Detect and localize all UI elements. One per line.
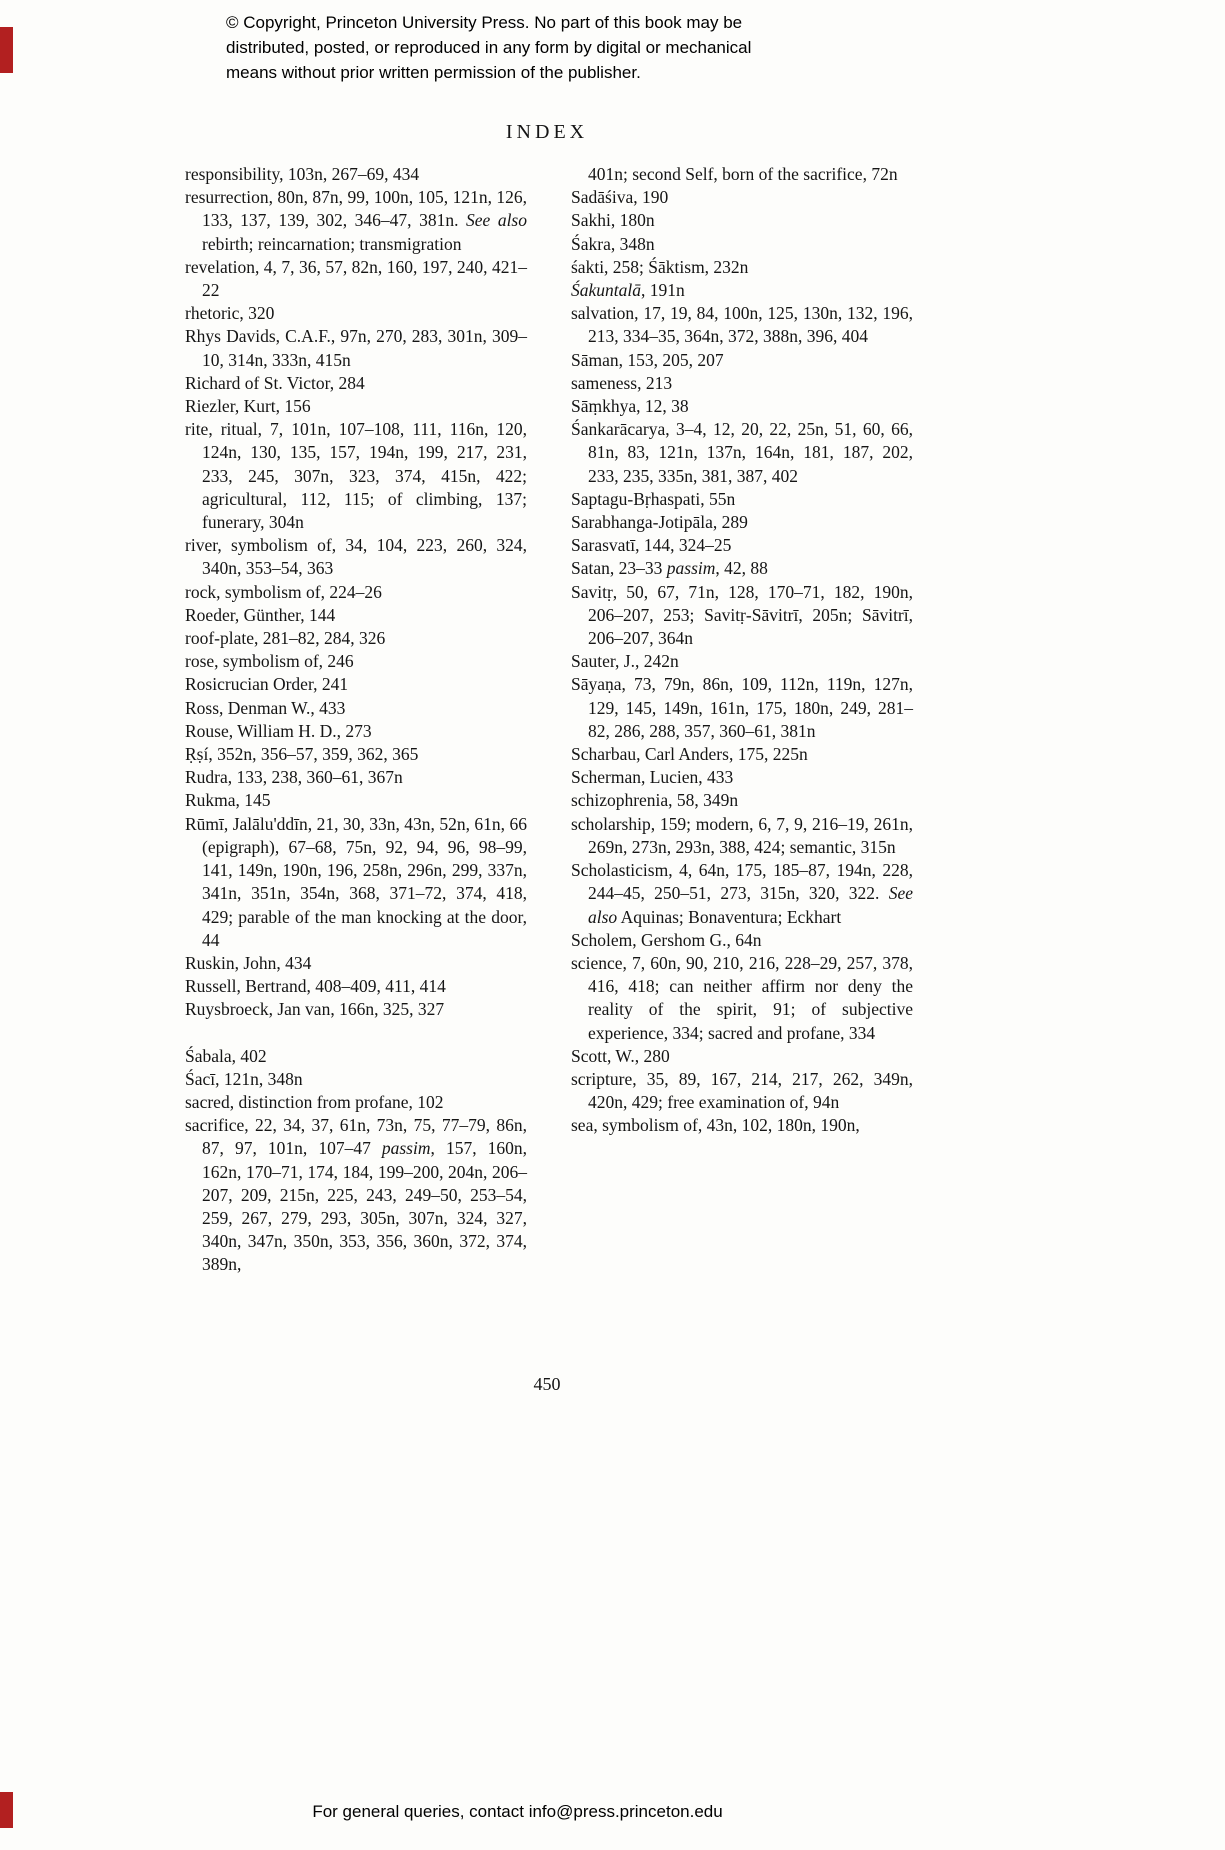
index-entry: Ruysbroeck, Jan van, 166n, 325, 327 — [185, 999, 445, 1020]
index-entry: Sarabhanga-Jotipāla, 289 — [571, 512, 748, 533]
index-entry: Riezler, Kurt, 156 — [185, 396, 311, 417]
index-entry: rite, ritual, 7, 101n, 107–108, 111, 116n, 120, 124n, 130, 135, 157, 194n, 199, 217, 231, 233, 245, 307n, 323, 374, 415n, 422; agricultural, 112, 115; of climbing, 137; funerary, 304n — [185, 419, 527, 533]
index-column-right — [571, 163, 913, 1277]
index-entry: Scholasticism, 4, 64n, 175, 185–87, 194n, 228, 244–45, 250–51, 273, 315n, 320, 322. See also Aquinas; Bonaventura; Eckhart — [571, 860, 913, 927]
index-entry: Ṛṣí, 352n, 356–57, 359, 362, 365 — [185, 744, 419, 765]
index-entry: rock, symbolism of, 224–26 — [185, 581, 382, 602]
copyright-line: distributed, posted, or reproduced in any form by digital or mechanical — [226, 38, 752, 57]
index-entry: responsibility, 103n, 267–69, 434 — [185, 164, 420, 184]
index-entry: Rouse, William H. D., 273 — [185, 720, 372, 741]
index-entry: 401n; second Self, born of the sacrifice, 72n — [588, 164, 898, 184]
index-entry: Savitṛ, 50, 67, 71n, 128, 170–71, 182, 190n, 206–207, 253; Savitṛ-Sāvitrī, 205n; Sāvitrī, 206–207, 364n — [571, 581, 913, 649]
index-entry: Sadāśiva, 190 — [571, 187, 669, 208]
index-entry: Rudra, 133, 238, 360–61, 367n — [185, 767, 403, 788]
index-entry: Sāman, 153, 205, 207 — [571, 349, 724, 370]
footer-contact: For general queries, contact info@press.princeton.edu — [312, 1802, 723, 1821]
index-column-left — [185, 163, 527, 1277]
index-entry: Sakhi, 180n — [571, 210, 655, 231]
index-entry: river, symbolism of, 34, 104, 223, 260, 324, 340n, 353–54, 363 — [185, 535, 527, 579]
copyright-line: © Copyright, Princeton University Press. No part of this book may be — [226, 13, 743, 32]
page-number: 450 — [533, 1374, 561, 1394]
index-entry: scripture, 35, 89, 167, 214, 217, 262, 349n, 420n, 429; free examination of, 94n — [571, 1068, 913, 1113]
index-entry: sea, symbolism of, 43n, 102, 180n, 190n, — [571, 1115, 860, 1136]
copyright-line: means without prior written permission of the publisher. — [226, 63, 641, 82]
index-entry: Scott, W., 280 — [571, 1045, 670, 1066]
index-entry: Sauter, J., 242n — [571, 651, 679, 672]
index-entry: Sāyaṇa, 73, 79n, 86n, 109, 112n, 119n, 127n, 129, 145, 149n, 161n, 175, 180n, 249, 281–82, 286, 288, 357, 360–61, 381n — [571, 674, 913, 741]
index-entry: Scherman, Lucien, 433 — [571, 767, 734, 788]
index-entry: Richard of St. Victor, 284 — [185, 372, 365, 393]
index-entry: schizophrenia, 58, 349n — [571, 790, 739, 811]
index-entry: Śankarācarya, 3–4, 12, 20, 22, 25n, 51, 60, 66, 81n, 83, 121n, 137n, 164n, 181, 187, 202, 233, 235, 335n, 381, 387, 402 — [571, 419, 913, 486]
index-entry: Russell, Bertrand, 408–409, 411, 414 — [185, 976, 446, 997]
index-entry: Rhys Davids, C.A.F., 97n, 270, 283, 301n, 309–10, 314n, 333n, 415n — [185, 326, 527, 370]
copyright-notice — [226, 10, 846, 85]
scan-mark-top — [0, 27, 13, 73]
index-entry: sacrifice, 22, 34, 37, 61n, 73n, 75, 77–79, 86n, 87, 97, 101n, 107–47 passim, 157, 160n, 162n, 170–71, 174, 184, 199–200, 204n, 206–207, 209, 215n, 225, 243, 249–50, 253–54, 259, 267, 279, 293, 305n, 307n, 324, 327, 340n, 347n, 350n, 353, 356, 360n, 372, 374, 389n, — [185, 1115, 527, 1275]
index-entry: roof-plate, 281–82, 284, 326 — [185, 628, 386, 649]
index-entry: Satan, 23–33 passim, 42, 88 — [571, 558, 768, 579]
index-entry: sacred, distinction from profane, 102 — [185, 1091, 444, 1112]
index-entry: rose, symbolism of, 246 — [185, 651, 354, 672]
index-entry: Rukma, 145 — [185, 790, 271, 811]
index-entry: Śacī, 121n, 348n — [185, 1068, 303, 1089]
index-entry: sameness, 213 — [571, 372, 673, 393]
index-entry: Ross, Denman W., 433 — [185, 697, 346, 718]
index-entry: Scharbau, Carl Anders, 175, 225n — [571, 744, 808, 765]
index-entry: Scholem, Gershom G., 64n — [571, 929, 762, 950]
index-entry: Śakra, 348n — [571, 233, 655, 254]
index-entry: Saptagu-Bṛhaspati, 55n — [571, 488, 736, 509]
index-entry: Rūmī, Jalālu'ddīn, 21, 30, 33n, 43n, 52n, 61n, 66 (epigraph), 67–68, 75n, 92, 94, 96, 98–99, 141, 149n, 190n, 196, 258n, 296n, 299, 337n, 341n, 351n, 354n, 368, 371–72, 374, 418, 429; parable of the man knocking at the door, 44 — [185, 813, 527, 950]
index-entry: rhetoric, 320 — [185, 303, 275, 324]
index-entry: science, 7, 60n, 90, 210, 216, 228–29, 257, 378, 416, 418; can neither affirm nor deny the reality of the spirit, 91; of subjective experience, 334; sacred and profane, 334 — [571, 952, 913, 1043]
index-entry: Śakuntalā, 191n — [571, 280, 685, 301]
index-entry: Roeder, Günther, 144 — [185, 604, 336, 625]
index-entry: Sāṃkhya, 12, 38 — [571, 396, 689, 417]
index-entry: śakti, 258; Śāktism, 232n — [571, 256, 749, 277]
index-entry: salvation, 17, 19, 84, 100n, 125, 130n, 132, 196, 213, 334–35, 364n, 372, 388n, 396, 404 — [571, 303, 913, 347]
index-entry: Rosicrucian Order, 241 — [185, 674, 349, 695]
page-title: INDEX — [505, 121, 589, 143]
index-entry: Sarasvatī, 144, 324–25 — [571, 535, 732, 556]
index-entry: Ruskin, John, 434 — [185, 952, 312, 973]
index-entry: revelation, 4, 7, 36, 57, 82n, 160, 197, 240, 421–22 — [185, 256, 527, 301]
index-entry: Śabala, 402 — [185, 1045, 267, 1066]
index-entry: resurrection, 80n, 87n, 99, 100n, 105, 121n, 126, 133, 137, 139, 302, 346–47, 381n. See also rebirth; reincarnation; transmigration — [185, 187, 527, 254]
index-entry: scholarship, 159; modern, 6, 7, 9, 216–19, 261n, 269n, 273n, 293n, 388, 424; semantic, 315n — [571, 813, 913, 857]
index-columns — [185, 163, 913, 1277]
